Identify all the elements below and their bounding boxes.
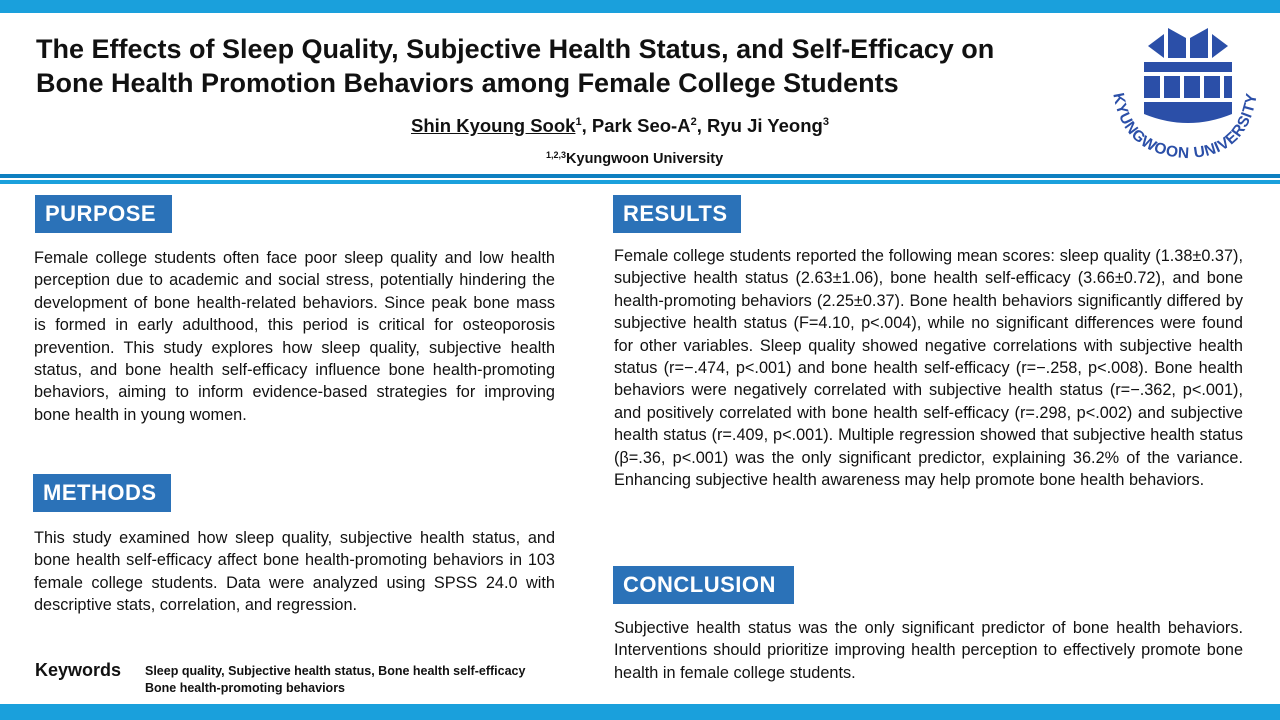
conclusion-heading: CONCLUSION [613,566,794,604]
keywords-list [145,663,525,697]
university-logo [1100,28,1265,168]
author-3-affiliation-mark: 3 [822,116,829,128]
title-line-2: Bone Health Promotion Behaviors among Female College Students [36,68,899,98]
top-accent-bar [0,0,1280,13]
affiliation [546,151,723,167]
author-3: , Ryu Ji Yeong [696,115,823,136]
keywords-label: Keywords [35,660,122,680]
author-2-affiliation-mark: 2 [690,116,697,128]
affiliation-marks: 1,2,3 [546,150,567,160]
affiliation-name: Kyungwoon University [566,151,724,167]
results-heading: RESULTS [613,195,741,233]
author-1: Shin Kyoung Sook [411,115,576,136]
purpose-text: Female college students often face poor sleep quality and low health perception due to academic and social stress, potentially hindering the development of bone health-related behaviors. Since peak bone mass is formed in early adulthood, this period is critical for osteoporosis prevention. This study explores how sleep quality, subjective health status, and bone health self-efficacy influence bone health-promoting behaviors, aiming to inform evidence-based strategies for improving bone health in young women. [34,249,555,424]
author-2: , Park Seo-A [581,115,691,136]
bottom-accent-bar [0,704,1280,720]
header-divider-dark [0,174,1280,178]
author-list [411,115,829,137]
keywords-line-1: Sleep quality, Subjective health status, Bone health self-efficacy [145,664,526,678]
conclusion-text: Subjective health status was the only significant predictor of bone health behaviors. Interventions should prioritize improving health perception to effectively promote bone health in female college students. [614,619,1243,682]
poster-title [36,32,1096,100]
methods-text: This study examined how sleep quality, subjective health status, and bone health self-efficacy affect bone health-promoting behaviors in 103 female college students. Data were analyzed using SPSS 24.0 with descriptive stats, correlation, and regression. [34,529,555,615]
logo-wordmark: KYUNGWOON UNIVERSITY [1109,91,1261,163]
author-1-affiliation-mark: 1 [575,116,582,128]
results-text: Female college students reported the following mean scores: sleep quality (1.38±0.37), subjective health status (2.63±1.06), bone health self-efficacy (3.66±0.72), and bone health-promoting behaviors (2.25±0.37). Bone health behaviors significantly differed by subjective health status (F=4.10, p<.004), while no significant differences were found for other variables. Sleep quality showed negative correlations with subjective health status (r=−.474, p<.001) and bone health self-efficacy (r=−.258, p<.008). Bone health behaviors were negatively correlated with subjective health status (r=−.362, p<.001), and positively correlated with bone health self-efficacy (r=.298, p<.002) and subjective health status (r=.409, p<.001). Multiple regression showed that subjective health status (β=.36, p<.001) was the only significant predictor, explaining 36.2% of the variance. Enhancing subjective health awareness may help promote bone health behaviors. [614,247,1243,490]
header-divider-light [0,180,1280,184]
keywords-line-2: Bone health-promoting behaviors [145,681,346,695]
purpose-heading: PURPOSE [35,195,172,233]
title-line-1: The Effects of Sleep Quality, Subjective Health Status, and Self-Efficacy on [36,34,995,64]
methods-heading: METHODS [33,474,171,512]
